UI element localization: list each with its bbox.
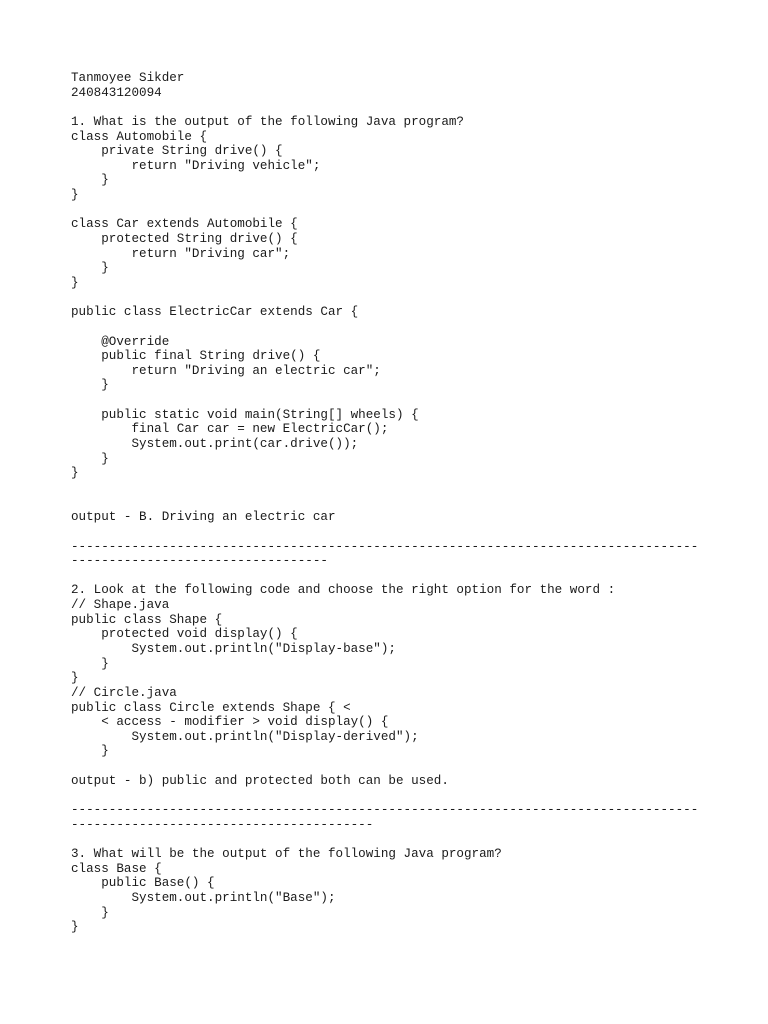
document-line: protected String drive() { — [71, 232, 298, 247]
document-line: } — [71, 173, 109, 188]
document-line: } — [71, 451, 109, 466]
document-line: System.out.println("Display-derived"); — [71, 729, 419, 744]
document-line — [71, 759, 761, 774]
document-line: public Base() { — [71, 876, 215, 891]
document-line: } — [71, 920, 79, 935]
document-line: return "Driving car"; — [71, 246, 291, 261]
document-line — [71, 788, 761, 803]
document-line — [71, 569, 761, 584]
document-line: // Circle.java — [71, 685, 177, 700]
document-line — [71, 393, 761, 408]
document-line: public final String drive() { — [71, 349, 321, 364]
document-line: private String drive() { — [71, 144, 283, 159]
document-line: output - B. Driving an electric car — [71, 510, 336, 525]
document-line: 3. What will be the output of the following Java program? — [71, 846, 502, 861]
document-line: final Car car = new ElectricCar(); — [71, 422, 389, 437]
document-line — [71, 481, 761, 496]
document-line: } — [71, 744, 109, 759]
document-line — [71, 832, 761, 847]
document-line: System.out.println("Display-base"); — [71, 641, 396, 656]
document-line: @Override — [71, 334, 170, 349]
document-line: } — [71, 671, 79, 686]
document-line — [71, 203, 761, 218]
document-line — [71, 291, 761, 306]
document-line: } — [71, 378, 109, 393]
document-line: ---------------------------------- — [71, 554, 328, 569]
document-body — [71, 71, 761, 935]
document-line: System.out.println("Base"); — [71, 890, 336, 905]
document-line: ----------------------------------------------------------------------------------- — [71, 803, 699, 818]
document-line: return "Driving an electric car"; — [71, 363, 381, 378]
document-line: } — [71, 905, 109, 920]
document-line: 1. What is the output of the following Java program? — [71, 114, 464, 129]
document-line: } — [71, 188, 79, 203]
document-line: System.out.print(car.drive()); — [71, 437, 359, 452]
document-line: protected void display() { — [71, 627, 298, 642]
document-line: output - b) public and protected both can be used. — [71, 773, 449, 788]
document-line: class Automobile { — [71, 129, 208, 144]
document-line: // Shape.java — [71, 598, 170, 613]
document-line: } — [71, 656, 109, 671]
document-line: ---------------------------------------- — [71, 817, 374, 832]
document-line: public class ElectricCar extends Car { — [71, 305, 359, 320]
document-line: public class Shape { — [71, 612, 223, 627]
document-line: 240843120094 — [71, 85, 162, 100]
document-line: ----------------------------------------------------------------------------------- — [71, 539, 699, 554]
document-line: class Car extends Automobile { — [71, 217, 298, 232]
document-line — [71, 525, 761, 540]
document-line: } — [71, 275, 79, 290]
document-line: public class Circle extends Shape { < — [71, 700, 351, 715]
document-line — [71, 100, 761, 115]
document-line: Tanmoyee Sikder — [71, 71, 185, 85]
document-line: return "Driving vehicle"; — [71, 158, 321, 173]
document-line: class Base { — [71, 861, 162, 876]
document-line: } — [71, 466, 79, 481]
document-line — [71, 320, 761, 335]
document-line: public static void main(String[] wheels) { — [71, 407, 419, 422]
document-line: 2. Look at the following code and choose the right option for the word : — [71, 583, 616, 598]
document-line: < access - modifier > void display() { — [71, 715, 389, 730]
document-line — [71, 496, 761, 511]
document-line: } — [71, 261, 109, 276]
